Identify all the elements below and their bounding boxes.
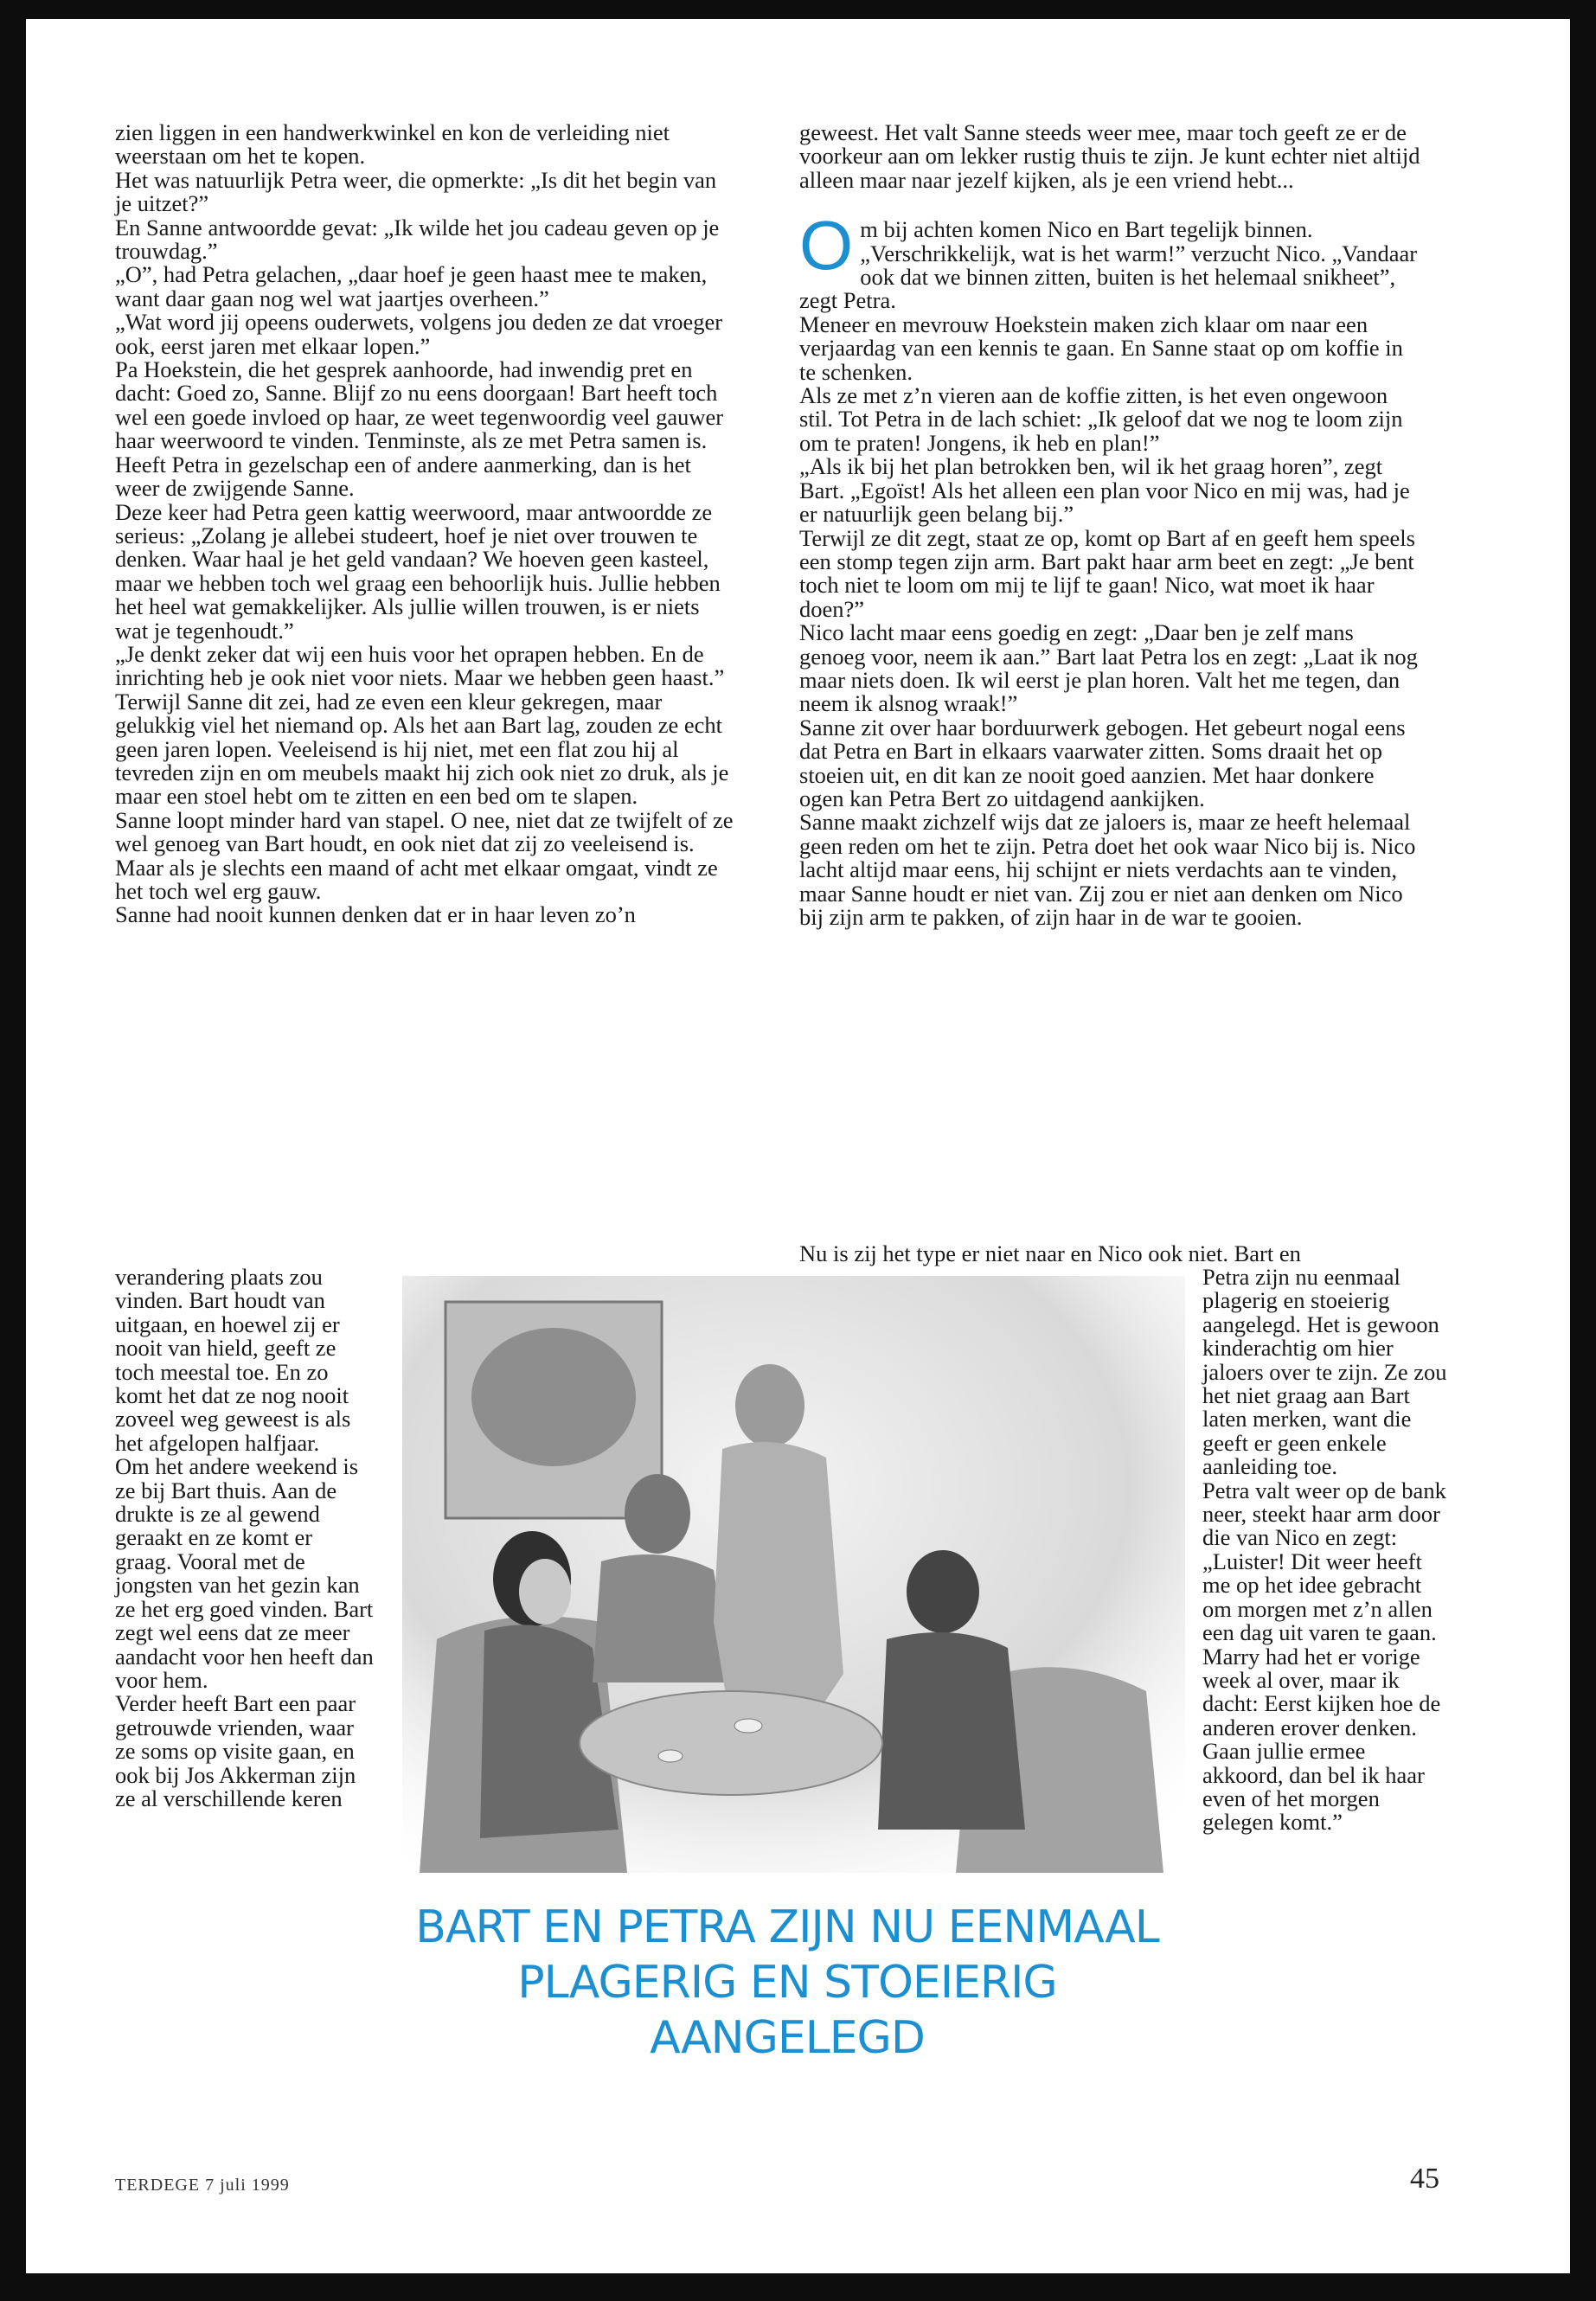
left-wrap-column <box>115 1266 375 1811</box>
paragraph: Verder heeft Bart een paar getrouwde vrienden, waar ze soms op visite gaan, en ook bij Jos Akkerman zijn ze al verschillende keren <box>115 1690 356 1811</box>
coffee-cup <box>734 1719 762 1733</box>
paragraph: En Sanne antwoordde gevat: „Ik wilde het jou cadeau geven op je trouwdag.” <box>115 214 720 265</box>
pull-quote <box>381 1900 1194 2066</box>
standing-woman-body <box>714 1442 843 1726</box>
coffee-table <box>580 1691 882 1795</box>
page-number: 45 <box>1410 2163 1439 2195</box>
paragraph: zien liggen in een handwerkwinkel en kon de verleiding niet weerstaan om het te kopen. <box>115 119 670 170</box>
paragraph: Meneer en mevrouw Hoekstein maken zich klaar om naar een verjaardag van een kennis te gaan. En Sanne staat op om koffie in te schenken. <box>799 311 1403 385</box>
right-column <box>799 121 1422 929</box>
paragraph: Petra valt weer op de bank neer, steekt haar arm door die van Nico en zegt: „Luister! Dit weer heeft me op het idee gebracht om morgen met z’n allen een dag uit varen te gaan. Marry had het er vorige week al over, maar ik dacht: Eerst kijken hoe de anderen erover denken. Gaan jullie ermee akkoord, dan bel ik haar even of het morgen gelegen komt.” <box>1202 1477 1446 1836</box>
paragraph: Sanne zit over haar borduurwerk gebogen. Het gebeurt nogal eens dat Petra en Bart in elkaars vaarwater zitten. Soms draait het op stoeien uit, en dit kan ze nooit goed aanzien. Met haar donkere ogen kan Petra Bert zo uitdagend aankijken. <box>799 714 1406 811</box>
scan-border-top <box>0 0 1596 19</box>
man-center-head <box>625 1474 690 1554</box>
man-right-body <box>878 1632 1025 1830</box>
paragraph: Nico lacht maar eens goedig en zegt: „Daar ben je zelf mans genoeg voor, neem ik aan.” Bart laat Petra los en zegt: „Laat ik nog maar niets doen. Ik wil eerst je plan horen. Valt het me tegen, dan neem ik alsnog wraak!” <box>799 619 1418 717</box>
scan-border-left <box>0 0 26 2301</box>
standing-woman-head <box>735 1364 804 1447</box>
paragraph: Pa Hoekstein, die het gesprek aanhoorde, had inwendig pret en dacht: Goed zo, Sanne. Blijf zo nu eens doorgaan! Bart heeft toch wel een goede invloed op haar, ze weet tegenwoordig veel gauwer haar weerwoord te vinden. Tenminste, als ze met Petra samen is. Heeft Petra in gezelschap een of andere aanmerking, dan is het weer de zwijgende Sanne. <box>115 356 724 502</box>
pull-quote-line: AANGELEGD <box>650 2012 925 2064</box>
paragraph: geweest. Het valt Sanne steeds weer mee, maar toch geeft ze er de voorkeur aan om lekker rustig thuis te zijn. Je kunt echter niet altijd alleen maar naar jezelf kijken, als je een vriend hebt... <box>799 119 1420 193</box>
pull-quote-line: BART EN PETRA ZIJN NU EENMAAL <box>415 1901 1159 1953</box>
paragraph: „Als ik bij het plan betrokken ben, wil ik het graag horen”, zegt Bart. „Egoïst! Als het alleen een plan voor Nico en mij was, had je er natuurlijk geen belang bij.” <box>799 453 1410 528</box>
pencil-sketch <box>402 1276 1185 1873</box>
paragraph: Om het andere weekend is ze bij Bart thuis. Aan de drukte is ze al gewend geraakt en ze komt er graag. Vooral met de jongsten van het gezin kan ze het erg goed vinden. Bart zegt wel eens dat ze meer aandacht voor hen heeft dan voor hem. <box>115 1453 374 1693</box>
scan-border-right <box>1570 0 1596 2301</box>
left-column <box>115 121 738 927</box>
paragraph: Terwijl Sanne dit zei, had ze even een kleur gekregen, maar gelukkig viel het niemand op. Als het aan Bart lag, zouden ze echt geen jaren lopen. Veeleisend is hij niet, met een flat zou hij al tevreden zijn en om meubels maakt hij zich ook niet zo druk, als je maar een stoel hebt om te zitten en een bed om te slapen. <box>115 688 729 810</box>
paragraph: Als ze met z’n vieren aan de koffie zitten, is het even ongewoon stil. Tot Petra in de lach schiet: „Ik geloof dat we nog te loom zijn om te praten! Jongens, ik heb en plan!” <box>799 382 1403 456</box>
scan-border-bottom <box>0 2273 1596 2301</box>
paragraph: m bij achten komen Nico en Bart tegelijk binnen. „Verschrikkelijk, wat is het warm!” verzucht Nico. „Vandaar ook dat we binnen zitten, buiten is het helemaal snikheet”, zegt Petra. <box>799 216 1418 314</box>
illustration-coffee-scene <box>402 1276 1185 1873</box>
paragraph: „Je denkt zeker dat wij een huis voor het oprapen hebben. En de inrichting heb je ook niet voor niets. Maar we hebben geen haast.” <box>115 640 725 691</box>
woman-face <box>519 1559 571 1625</box>
paragraph: „O”, had Petra gelachen, „daar hoef je geen haast mee te maken, want daar gaan nog wel wat jaartjes overheen.” <box>115 261 708 311</box>
paragraph: Sanne had nooit kunnen denken dat er in haar leven zo’n <box>115 901 636 928</box>
paragraph: Sanne loopt minder hard van stapel. O nee, niet dat ze twijfelt of ze wel genoeg van Bart houdt, en ook niet dat zij zo veeleisend is. Maar als je slechts een maand of acht met elkaar omgaat, vindt ze het toch wel erg gauw. <box>115 806 734 904</box>
right-continuation-line: Nu is zij het type er niet naar en Nico ook niet. Bart en <box>799 1240 1301 1266</box>
publication-footer: TERDEGE 7 juli 1999 <box>115 2176 290 2195</box>
paragraph: verandering plaats zou vinden. Bart houdt van uitgaan, en hoewel zij er nooit van hield, geeft ze toch meestal toe. En zo komt het dat ze nog nooit zoveel weg geweest is als het afgelopen halfjaar. <box>115 1264 351 1456</box>
paragraph: Sanne maakt zichzelf wijs dat ze jaloers is, maar ze heeft helemaal geen reden om het te zijn. Petra doet het ook waar Nico bij is. Nico lacht altijd maar eens, hij schijnt er niets verdachts aan te vinden, maar Sanne houdt er niet van. Zij zou er niet aan denken om Nico bij zijn arm te pakken, of zijn haar in de war te gooien. <box>799 809 1416 930</box>
paragraph: Petra zijn nu eenmaal plagerig en stoeierig aangelegd. Het is gewoon kinderachtig om hier jaloers over te zijn. Ze zou het niet graag aan Bart laten merken, want die geeft er geen enkele aanleiding toe. <box>1202 1264 1447 1480</box>
paragraph: Terwijl ze dit zegt, staat ze op, komt op Bart af en geeft hem speels een stomp tegen zijn arm. Bart pakt haar arm beet en zegt: „Je bent toch niet te loom om mij te lijf te gaan! Nico, wat moet ik haar doen?” <box>799 524 1415 622</box>
paragraph: „Wat word jij opeens ouderwets, volgens jou deden ze dat vroeger ook, eerst jaren met elkaar lopen.” <box>115 309 723 359</box>
right-wrap-column <box>1202 1266 1449 1835</box>
paragraph: Deze keer had Petra geen kattig weerwoord, maar antwoordde ze serieus: „Zolang je allebei studeert, hoef je niet over trouwen te denken. Waar haal je het geld vandaan? We hoeven geen kasteel, maar we hebben toch wel graag een behoorlijk huis. Jullie hebben het heel wat gemakkelijker. Als jullie willen trouwen, is er niets wat je tegenhoudt.” <box>115 498 721 644</box>
coffee-cup <box>658 1750 683 1762</box>
pull-quote-line: PLAGERIG EN STOEIERIG <box>517 1957 1057 2009</box>
man-center-body <box>593 1554 731 1682</box>
tree <box>471 1328 636 1466</box>
paragraph: Het was natuurlijk Petra weer, die opmerkte: „Is dit het begin van je uitzet?” <box>115 166 717 217</box>
man-right-head <box>907 1550 979 1633</box>
dropcap: O <box>799 207 854 285</box>
section-start <box>799 207 1422 314</box>
